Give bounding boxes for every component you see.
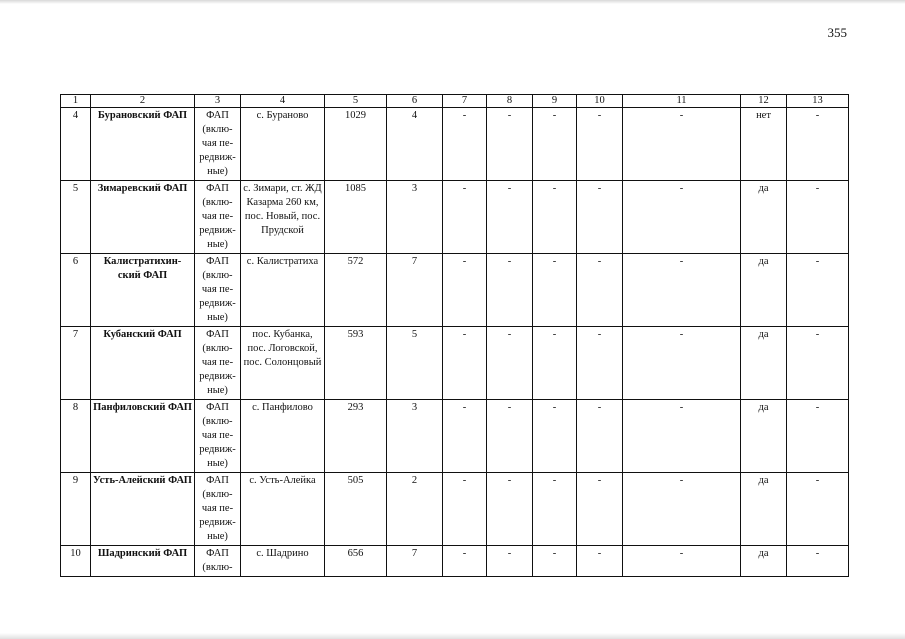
table-cell: - xyxy=(487,473,533,546)
table-cell: 593 xyxy=(325,327,387,400)
table-cell: - xyxy=(577,108,623,181)
table-cell: - xyxy=(787,108,849,181)
table-cell: да xyxy=(741,546,787,577)
column-header-10: 10 xyxy=(577,95,623,108)
column-header-8: 8 xyxy=(487,95,533,108)
table-cell: 505 xyxy=(325,473,387,546)
table-cell: Бурановский ФАП xyxy=(91,108,195,181)
table-cell: - xyxy=(577,473,623,546)
table-row xyxy=(61,181,849,254)
table-cell: ФАП (вклю-чая пе-редвиж-ные) xyxy=(195,108,241,181)
table-cell: - xyxy=(787,473,849,546)
table-cell: 7 xyxy=(61,327,91,400)
table-cell: - xyxy=(787,327,849,400)
table-cell: - xyxy=(623,254,741,327)
table-cell: Усть-Алейский ФАП xyxy=(91,473,195,546)
table-row xyxy=(61,108,849,181)
table-cell: ФАП (вклю-чая пе-редвиж-ные) xyxy=(195,254,241,327)
table-cell: - xyxy=(487,400,533,473)
table-cell: ФАП (вклю- xyxy=(195,546,241,577)
table-cell: 5 xyxy=(61,181,91,254)
table-cell: 6 xyxy=(61,254,91,327)
table-cell: 572 xyxy=(325,254,387,327)
table-cell: ФАП (вклю-чая пе-редвиж-ные) xyxy=(195,181,241,254)
table-cell: с. Бураново xyxy=(241,108,325,181)
page-number: 355 xyxy=(827,25,847,40)
table-cell: да xyxy=(741,473,787,546)
column-header-13: 13 xyxy=(787,95,849,108)
table-cell: - xyxy=(443,546,487,577)
table-row xyxy=(61,546,849,577)
table-cell: ФАП (вклю-чая пе-редвиж-ные) xyxy=(195,327,241,400)
table-cell: Кубанский ФАП xyxy=(91,327,195,400)
column-header-9: 9 xyxy=(533,95,577,108)
column-header-2: 2 xyxy=(91,95,195,108)
table-cell: - xyxy=(487,546,533,577)
table-cell: - xyxy=(623,327,741,400)
table-cell: ФАП (вклю-чая пе-редвиж-ные) xyxy=(195,473,241,546)
scan-edge-top xyxy=(0,0,905,4)
table-cell: да xyxy=(741,400,787,473)
table-cell: с. Панфилово xyxy=(241,400,325,473)
table-cell: нет xyxy=(741,108,787,181)
column-header-5: 5 xyxy=(325,95,387,108)
column-header-6: 6 xyxy=(387,95,443,108)
table-cell: да xyxy=(741,254,787,327)
table-cell: - xyxy=(787,254,849,327)
table-cell: Панфиловский ФАП xyxy=(91,400,195,473)
table-cell: 3 xyxy=(387,181,443,254)
column-header-12: 12 xyxy=(741,95,787,108)
table-cell: 1085 xyxy=(325,181,387,254)
table-header-row xyxy=(61,95,849,108)
column-header-11: 11 xyxy=(623,95,741,108)
table-cell: - xyxy=(577,254,623,327)
table-cell: - xyxy=(577,327,623,400)
table-cell: да xyxy=(741,327,787,400)
table-cell: ФАП (вклю-чая пе-редвиж-ные) xyxy=(195,400,241,473)
table-cell: 293 xyxy=(325,400,387,473)
table-cell: - xyxy=(443,181,487,254)
registry-table xyxy=(60,94,849,577)
table-cell: - xyxy=(443,108,487,181)
table-cell: Зимаревский ФАП xyxy=(91,181,195,254)
table-cell: - xyxy=(623,108,741,181)
table-cell: - xyxy=(623,181,741,254)
table-cell: 7 xyxy=(387,254,443,327)
table-row xyxy=(61,327,849,400)
table-cell: - xyxy=(787,400,849,473)
table-cell: - xyxy=(787,546,849,577)
table-cell: с. Усть-Алейка xyxy=(241,473,325,546)
table-cell: - xyxy=(533,254,577,327)
table-cell: - xyxy=(533,546,577,577)
table-cell: - xyxy=(577,546,623,577)
table-cell: - xyxy=(443,327,487,400)
table-cell: 3 xyxy=(387,400,443,473)
table-row xyxy=(61,473,849,546)
column-header-3: 3 xyxy=(195,95,241,108)
table-cell: - xyxy=(623,473,741,546)
table-cell: 5 xyxy=(387,327,443,400)
table-cell: - xyxy=(787,181,849,254)
table-cell: с. Калистратиха xyxy=(241,254,325,327)
table-cell: 7 xyxy=(387,546,443,577)
table-cell: - xyxy=(443,473,487,546)
table-cell: 4 xyxy=(387,108,443,181)
table-cell: 10 xyxy=(61,546,91,577)
table-row xyxy=(61,254,849,327)
column-header-1: 1 xyxy=(61,95,91,108)
table-cell: 9 xyxy=(61,473,91,546)
table-cell: - xyxy=(443,400,487,473)
table-cell: 1029 xyxy=(325,108,387,181)
scan-edge-bottom xyxy=(0,633,905,639)
table-cell: - xyxy=(533,400,577,473)
table-cell: - xyxy=(443,254,487,327)
table-row xyxy=(61,400,849,473)
table-cell: - xyxy=(533,108,577,181)
table-cell: - xyxy=(623,400,741,473)
table-cell: - xyxy=(577,400,623,473)
column-header-4: 4 xyxy=(241,95,325,108)
table-cell: - xyxy=(487,327,533,400)
table-cell: - xyxy=(487,181,533,254)
table-cell: - xyxy=(577,181,623,254)
table-cell: Калистратихин-ский ФАП xyxy=(91,254,195,327)
table-cell: - xyxy=(533,181,577,254)
table-cell: - xyxy=(487,254,533,327)
table-cell: - xyxy=(487,108,533,181)
table-cell: 656 xyxy=(325,546,387,577)
table-cell: 8 xyxy=(61,400,91,473)
table-cell: с. Шадрино xyxy=(241,546,325,577)
table-cell: с. Зимари, ст. ЖД Казарма 260 км, пос. Новый, пос. Прудской xyxy=(241,181,325,254)
table-cell: Шадринский ФАП xyxy=(91,546,195,577)
column-header-7: 7 xyxy=(443,95,487,108)
table-cell: - xyxy=(623,546,741,577)
table-cell: да xyxy=(741,181,787,254)
table-cell: пос. Кубанка, пос. Логовской, пос. Солонцовый xyxy=(241,327,325,400)
table-cell: - xyxy=(533,473,577,546)
table-cell: 2 xyxy=(387,473,443,546)
table-cell: - xyxy=(533,327,577,400)
table-cell: 4 xyxy=(61,108,91,181)
